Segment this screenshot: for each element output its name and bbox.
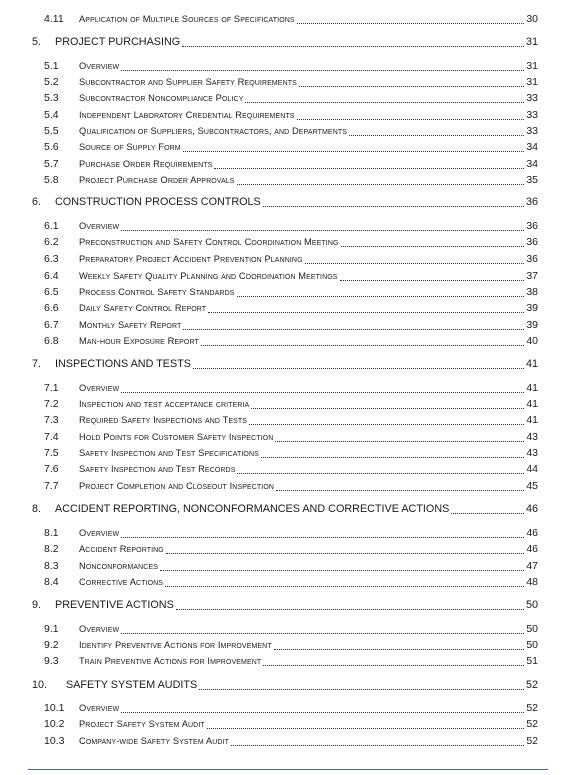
toc-entry-title: Qualification of Suppliers, Subcontractors, and Departments: [79, 126, 348, 136]
toc-section-entry[interactable]: [0, 503, 575, 517]
toc-entry-page-number: 33: [526, 125, 538, 137]
toc-subsection-entry[interactable]: [0, 109, 575, 123]
toc-subsection-entry[interactable]: [0, 60, 575, 74]
toc-entry-title: SAFETY SYSTEM AUDITS: [66, 679, 198, 691]
toc-entry-title: Daily Safety Control Report: [79, 303, 207, 313]
toc-entry-page-number: 33: [526, 92, 538, 104]
toc-subsection-entry[interactable]: [0, 141, 575, 155]
toc-entry-title: Preparatory Project Accident Prevention Planning: [79, 254, 303, 264]
toc-entry-title: Overview: [79, 528, 120, 538]
toc-entry-number: 7.7: [44, 480, 59, 492]
toc-subsection-entry[interactable]: [0, 236, 575, 250]
toc-entry-title: Overview: [79, 383, 120, 393]
toc-entry-number: 5.7: [44, 158, 59, 170]
toc-subsection-entry[interactable]: [0, 398, 575, 412]
toc-dot-leader: [183, 151, 524, 152]
toc-entry-title: Independent Laboratory Credential Requirements: [79, 110, 295, 120]
toc-entry-number: 7.2: [44, 398, 59, 410]
toc-dot-leader: [121, 230, 524, 231]
toc-entry-title: Accident Reporting: [79, 544, 164, 554]
toc-entry-title: Inspection and test acceptance criteria: [79, 399, 250, 409]
toc-entry-title: Corrective Actions: [79, 577, 164, 587]
toc-entry-number: 5.5: [44, 125, 59, 137]
toc-subsection-entry[interactable]: [0, 480, 575, 494]
toc-entry-number: 8.3: [44, 560, 59, 572]
toc-entry-number: 5.2: [44, 76, 59, 88]
toc-entry-title: Overview: [79, 703, 120, 713]
toc-dot-leader: [297, 119, 524, 120]
toc-dot-leader: [121, 392, 524, 393]
toc-entry-page-number: 43: [526, 447, 538, 459]
toc-subsection-entry[interactable]: [0, 125, 575, 139]
toc-entry-number: 6.5: [44, 286, 59, 298]
toc-entry-page-number: 47: [526, 560, 538, 572]
toc-entry-number: 7.3: [44, 414, 59, 426]
toc-dot-leader: [451, 513, 524, 514]
toc-entry-number: 10.: [32, 679, 48, 691]
toc-subsection-entry[interactable]: [0, 13, 575, 27]
toc-entry-title: Preconstruction and Safety Control Coordination Meeting: [79, 237, 339, 247]
toc-dot-leader: [207, 728, 524, 729]
toc-entry-number: 6.8: [44, 335, 59, 347]
toc-entry-page-number: 34: [526, 158, 538, 170]
toc-dot-leader: [208, 312, 524, 313]
toc-entry-number: 5.3: [44, 92, 59, 104]
toc-entry-title: Subcontractor Noncompliance Policy: [79, 93, 244, 103]
toc-entry-page-number: 31: [526, 60, 538, 72]
toc-dot-leader: [237, 473, 524, 474]
toc-subsection-entry[interactable]: [0, 158, 575, 172]
toc-dot-leader: [297, 23, 524, 24]
toc-subsection-entry[interactable]: [0, 576, 575, 590]
toc-entry-page-number: 36: [526, 220, 538, 232]
toc-entry-number: 9.1: [44, 623, 59, 635]
toc-entry-number: 10.3: [44, 735, 65, 747]
toc-entry-page-number: 50: [526, 639, 538, 651]
toc-dot-leader: [121, 70, 524, 71]
toc-entry-page-number: 38: [526, 286, 538, 298]
toc-entry-page-number: 50: [525, 599, 538, 611]
toc-entry-page-number: 30: [526, 13, 538, 25]
toc-entry-title: Hold Points for Customer Safety Inspection: [79, 432, 274, 442]
toc-entry-title: Project Purchase Order Approvals: [79, 175, 235, 185]
toc-entry-number: 5.6: [44, 141, 59, 153]
toc-subsection-entry[interactable]: [0, 382, 575, 396]
toc-dot-leader: [299, 86, 524, 87]
toc-entry-title: Monthly Safety Report: [79, 320, 182, 330]
toc-entry-page-number: 36: [526, 236, 538, 248]
toc-entry-title: Process Control Safety Standards: [79, 287, 235, 297]
toc-entry-page-number: 41: [526, 398, 538, 410]
toc-entry-number: 6.4: [44, 270, 59, 282]
toc-dot-leader: [341, 246, 524, 247]
toc-subsection-entry[interactable]: [0, 92, 575, 106]
toc-subsection-entry[interactable]: [0, 718, 575, 732]
toc-subsection-entry[interactable]: [0, 431, 575, 445]
toc-entry-page-number: 50: [526, 623, 538, 635]
toc-entry-number: 9.2: [44, 639, 59, 651]
toc-subsection-entry[interactable]: [0, 735, 575, 749]
toc-subsection-entry[interactable]: [0, 655, 575, 669]
toc-entry-title: PREVENTIVE ACTIONS: [55, 599, 174, 611]
toc-entry-number: 7.: [32, 358, 42, 370]
toc-entry-page-number: 46: [526, 543, 538, 555]
toc-entry-title: Required Safety Inspections and Tests: [79, 415, 248, 425]
toc-entry-number: 4.11: [44, 13, 64, 25]
toc-dot-leader: [121, 712, 524, 713]
toc-entry-title: Application of Multiple Sources of Specifications: [79, 14, 295, 24]
toc-subsection-entry[interactable]: [0, 220, 575, 234]
toc-entry-number: 7.1: [44, 382, 59, 394]
toc-dot-leader: [214, 168, 524, 169]
toc-entry-page-number: 31: [526, 76, 538, 88]
toc-entry-page-number: 46: [526, 527, 538, 539]
toc-entry-title: Safety Inspection and Test Records: [79, 464, 236, 474]
toc-entry-number: 6.: [32, 196, 42, 208]
toc-subsection-entry[interactable]: [0, 623, 575, 637]
toc-subsection-entry[interactable]: [0, 414, 575, 428]
toc-subsection-entry[interactable]: [0, 253, 575, 267]
toc-entry-title: INSPECTIONS AND TESTS: [55, 358, 191, 370]
toc-entry-number: 8.2: [44, 543, 59, 555]
toc-entry-number: 6.3: [44, 253, 59, 265]
toc-entry-number: 10.1: [44, 702, 65, 714]
toc-entry-title: Overview: [79, 624, 120, 634]
footer-rule: [28, 769, 548, 770]
toc-entry-page-number: 52: [525, 679, 538, 691]
toc-entry-page-number: 36: [525, 196, 538, 208]
toc-dot-leader: [340, 280, 524, 281]
toc-dot-leader: [231, 745, 524, 746]
toc-section-entry[interactable]: [0, 358, 575, 372]
toc-entry-title: CONSTRUCTION PROCESS CONTROLS: [55, 196, 261, 208]
toc-entry-title: Man-hour Exposure Report: [79, 336, 199, 346]
toc-entry-title: Purchase Order Requirements: [79, 159, 213, 169]
toc-dot-leader: [251, 408, 524, 409]
toc-entry-title: Overview: [79, 61, 120, 71]
toc-subsection-entry[interactable]: [0, 76, 575, 90]
toc-entry-number: 6.7: [44, 319, 59, 331]
toc-dot-leader: [275, 441, 524, 442]
toc-dot-leader: [305, 263, 524, 264]
toc-dot-leader: [349, 135, 524, 136]
toc-dot-leader: [182, 46, 524, 47]
toc-entry-title: Project Completion and Closeout Inspection: [79, 481, 275, 491]
toc-entry-page-number: 46: [525, 503, 538, 515]
toc-entry-number: 6.1: [44, 220, 59, 232]
toc-dot-leader: [176, 609, 524, 610]
toc-entry-number: 9.: [32, 599, 42, 611]
toc-entry-title: Subcontractor and Supplier Safety Requirements: [79, 77, 297, 87]
toc-dot-leader: [263, 665, 524, 666]
toc-dot-leader: [183, 329, 524, 330]
toc-entry-number: 5.1: [44, 60, 59, 72]
toc-entry-title: Identify Preventive Actions for Improvement: [79, 640, 272, 650]
toc-subsection-entry[interactable]: [0, 543, 575, 557]
toc-subsection-entry[interactable]: [0, 463, 575, 477]
toc-entry-page-number: 51: [526, 655, 538, 667]
toc-entry-page-number: 34: [526, 141, 538, 153]
toc-subsection-entry[interactable]: [0, 286, 575, 300]
toc-dot-leader: [237, 184, 524, 185]
toc-section-entry[interactable]: [0, 196, 575, 210]
toc-entry-title: PROJECT PURCHASING: [55, 36, 181, 48]
toc-entry-page-number: 35: [526, 174, 538, 186]
toc-entry-title: Train Preventive Actions for Improvement: [79, 656, 262, 666]
toc-entry-page-number: 43: [526, 431, 538, 443]
toc-dot-leader: [121, 633, 524, 634]
toc-dot-leader: [160, 570, 524, 571]
toc-entry-number: 7.6: [44, 463, 59, 475]
toc-section-entry[interactable]: [0, 36, 575, 50]
toc-entry-page-number: 48: [526, 576, 538, 588]
toc-entry-number: 6.2: [44, 236, 59, 248]
toc-entry-title: Safety Inspection and Test Specifications: [79, 448, 259, 458]
toc-entry-number: 8.: [32, 503, 42, 515]
toc-entry-page-number: 45: [526, 480, 538, 492]
toc-subsection-entry[interactable]: [0, 302, 575, 316]
toc-dot-leader: [237, 296, 524, 297]
toc-entry-number: 5.: [32, 36, 42, 48]
toc-entry-page-number: 39: [526, 319, 538, 331]
toc-subsection-entry[interactable]: [0, 560, 575, 574]
toc-entry-page-number: 41: [525, 358, 538, 370]
toc-entry-number: 9.3: [44, 655, 59, 667]
toc-entry-number: 8.1: [44, 527, 59, 539]
toc-dot-leader: [193, 368, 524, 369]
toc-entry-page-number: 52: [526, 702, 538, 714]
toc-dot-leader: [249, 424, 524, 425]
toc-dot-leader: [166, 553, 524, 554]
toc-entry-title: Nonconformances: [79, 561, 158, 571]
toc-entry-title: Source of Supply Form: [79, 142, 181, 152]
toc-dot-leader: [263, 206, 524, 207]
toc-dot-leader: [201, 345, 524, 346]
toc-dot-leader: [199, 689, 524, 690]
toc-entry-title: Project Safety System Audit: [79, 719, 205, 729]
toc-entry-page-number: 40: [526, 335, 538, 347]
toc-entry-page-number: 36: [526, 253, 538, 265]
toc-entry-page-number: 41: [526, 414, 538, 426]
toc-subsection-entry[interactable]: [0, 527, 575, 541]
toc-dot-leader: [274, 649, 524, 650]
toc-subsection-entry[interactable]: [0, 319, 575, 333]
toc-entry-page-number: 44: [526, 463, 538, 475]
toc-entry-page-number: 52: [526, 718, 538, 730]
toc-entry-page-number: 31: [525, 36, 538, 48]
toc-subsection-entry[interactable]: [0, 447, 575, 461]
toc-entry-page-number: 39: [526, 302, 538, 314]
toc-entry-number: 7.5: [44, 447, 59, 459]
toc-entry-page-number: 37: [526, 270, 538, 282]
toc-entry-number: 5.8: [44, 174, 59, 186]
toc-entry-number: 6.6: [44, 302, 59, 314]
toc-subsection-entry[interactable]: [0, 639, 575, 653]
toc-subsection-entry[interactable]: [0, 335, 575, 349]
toc-entry-number: 7.4: [44, 431, 59, 443]
toc-entry-number: 8.4: [44, 576, 59, 588]
toc-dot-leader: [121, 537, 524, 538]
toc-entry-number: 5.4: [44, 109, 59, 121]
toc-subsection-entry[interactable]: [0, 174, 575, 188]
toc-entry-page-number: 52: [526, 735, 538, 747]
toc-entry-title: Company-wide Safety System Audit: [79, 736, 229, 746]
toc-section-entry[interactable]: [0, 679, 575, 693]
toc-subsection-entry[interactable]: [0, 702, 575, 716]
toc-subsection-entry[interactable]: [0, 270, 575, 284]
toc-dot-leader: [261, 457, 524, 458]
toc-dot-leader: [245, 102, 524, 103]
toc-entry-page-number: 33: [526, 109, 538, 121]
toc-dot-leader: [165, 586, 524, 587]
toc-dot-leader: [276, 490, 524, 491]
toc-entry-title: ACCIDENT REPORTING, NONCONFORMANCES AND CORRECTIVE ACTIONS: [55, 503, 450, 515]
toc-entry-title: Weekly Safety Quality Planning and Coordination Meetings: [79, 271, 338, 281]
toc-entry-number: 10.2: [44, 718, 65, 730]
toc-entry-title: Overview: [79, 221, 120, 231]
toc-section-entry[interactable]: [0, 599, 575, 613]
toc-entry-page-number: 41: [526, 382, 538, 394]
